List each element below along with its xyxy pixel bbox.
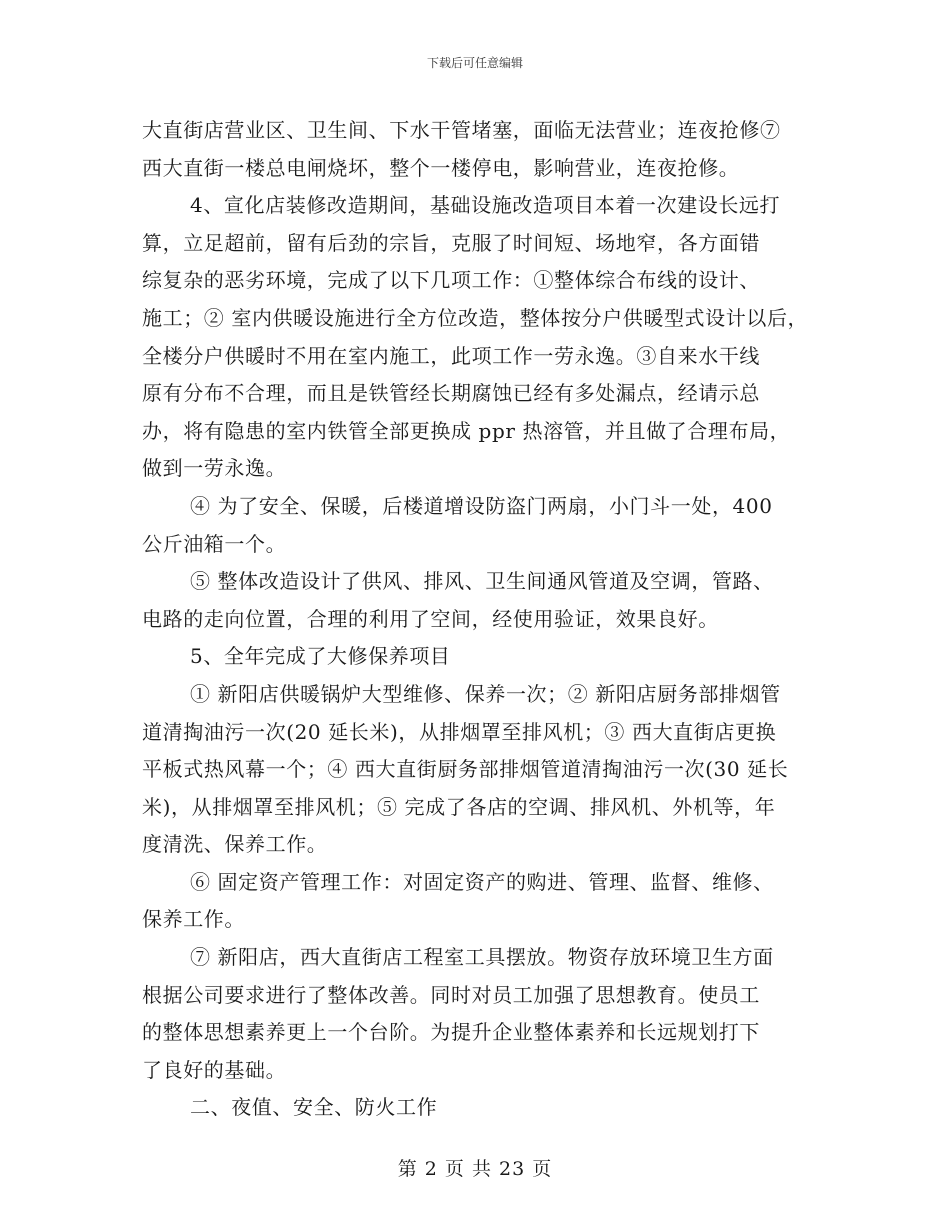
- text-line: 5、全年完成了大修保养项目: [190, 644, 451, 669]
- text-line: 根据公司要求进行了整体改善。同时对员工加强了思想教育。使员工: [142, 982, 760, 1007]
- text-line: ④ 为了安全、保暖，后楼道增设防盗门两扇，小门斗一处，400: [190, 493, 773, 518]
- text-line: 保养工作。: [142, 907, 245, 932]
- text-line: 二、夜值、安全、防火工作: [190, 1095, 438, 1120]
- text-line: ⑦ 新阳店，西大直街店工程室工具摆放。物资存放环境卫生方面: [190, 945, 774, 970]
- text-line: 电路的走向位置，合理的利用了空间，经使用验证，效果良好。: [142, 606, 719, 631]
- text-line: 的整体思想素养更上一个台阶。为提升企业整体素养和长远规划打下: [142, 1020, 760, 1045]
- text-line: 做到一劳永逸。: [142, 456, 287, 481]
- page-header: 下载后可任意编辑: [426, 56, 523, 70]
- text-line: 原有分布不合理，而且是铁管经长期腐蚀已经有多处漏点，经请示总: [142, 381, 760, 406]
- text-line: 度清洗、保养工作。: [142, 832, 328, 857]
- text-line: 施工；② 室内供暖设施进行全方位改造，整体按分户供暖型式设计以后，: [142, 305, 809, 330]
- text-line: 了良好的基础。: [142, 1057, 287, 1082]
- text-line: 算，立足超前，留有后劲的宗旨，克服了时间短、场地窄，各方面错: [142, 230, 760, 255]
- text-line: 平板式热风幕一个；④ 西大直街厨务部排烟管道清掏油污一次(30 延长: [142, 757, 789, 782]
- text-line: 全楼分户供暖时不用在室内施工，此项工作一劳永逸。③自来水干线: [142, 343, 760, 368]
- text-line: ⑥ 固定资产管理工作：对固定资产的购进、管理、监督、维修、: [190, 869, 774, 894]
- page-footer: 第 2 页 共 23 页: [397, 1158, 553, 1180]
- text-line: 大直街店营业区、卫生间、下水干管堵塞，面临无法营业；连夜抢修⑦: [142, 118, 781, 142]
- text-line: 4、宣化店装修改造期间，基础设施改造项目本着一次建设长远打: [190, 193, 781, 218]
- text-line: 综复杂的恶劣环境，完成了以下几项工作：①整体综合布线的设计、: [142, 268, 760, 293]
- text-line: ⑤ 整体改造设计了供风、排风、卫生间通风管道及空调，管路、: [190, 569, 774, 594]
- text-line: 道清掏油污一次(20 延长米)，从排烟罩至排风机；③ 西大直街店更换: [142, 719, 777, 744]
- text-line: ① 新阳店供暖锅炉大型维修、保养一次；② 新阳店厨务部排烟管: [190, 681, 781, 706]
- text-line: 米)，从排烟罩至排风机；⑤ 完成了各店的空调、排风机、外机等，年: [142, 794, 776, 819]
- text-line: 办，将有隐患的室内铁管全部更换成 ppr 热溶管，并且做了合理布局，: [142, 418, 791, 443]
- text-line: 公斤油箱一个。: [142, 531, 287, 556]
- document-body: [142, 112, 832, 1127]
- text-line: 西大直街一楼总电闸烧坏，整个一楼停电，影响营业，连夜抢修。: [142, 155, 740, 180]
